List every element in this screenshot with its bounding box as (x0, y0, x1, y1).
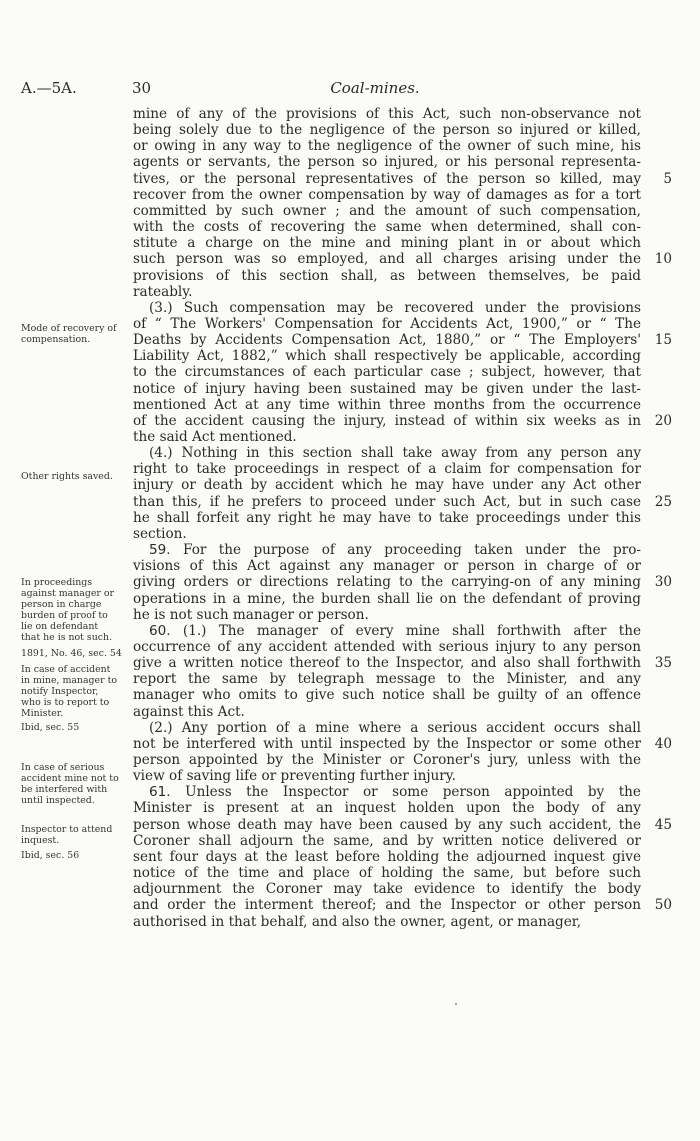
line-text: Liability Act, 1882,” which shall respectively be applicable, according (133, 348, 641, 365)
line-text: operations in a mine, the burden shall lie on the defendant of proving (133, 590, 641, 607)
body-line (133, 914, 641, 931)
body-line (133, 574, 641, 591)
line-text: the said Act mentioned. (133, 429, 297, 445)
body-line (133, 881, 641, 898)
line-text: Deaths by Accidents Compensation Act, 1880,” or “ The Employers' (133, 332, 641, 349)
body-line (133, 897, 641, 914)
margin-note-line: Ibid, sec. 55 (21, 722, 80, 733)
line-text: notice of the time and place of holding the same, but before such (133, 865, 641, 882)
body-line (133, 607, 641, 624)
line-text: recover from the owner compensation by way of damages as for a tort (133, 186, 641, 203)
margin-note-ibid-56 (21, 850, 133, 861)
line-text: giving orders or directions relating to the carrying-on of any mining (133, 574, 641, 591)
body-line (149, 784, 641, 801)
body-line (133, 106, 641, 123)
line-text: give a written notice thereof to the Inspector, and also shall forthwith (133, 655, 641, 672)
body-line (133, 316, 641, 333)
margin-note-line: Other rights saved. (21, 471, 113, 482)
line-number: 15 (654, 332, 672, 349)
margin-note-line: that he is not such. (21, 632, 113, 643)
line-number: 5 (663, 170, 672, 187)
body-line (133, 413, 641, 430)
body-line (133, 348, 641, 365)
body-line (133, 429, 641, 446)
line-number: 40 (654, 735, 672, 752)
body-line (149, 300, 641, 317)
line-text: visions of this Act against any manager or person in charge of or (133, 558, 641, 575)
body-line (133, 849, 641, 866)
line-text: (4.) Nothing in this section shall take away from any person any (149, 445, 641, 462)
line-text: rateably. (133, 283, 193, 300)
line-text: provisions of this section shall, as between themselves, be paid (133, 267, 641, 284)
line-text: Unless the Inspector or some person appointed by the (185, 784, 641, 801)
speck (455, 1003, 457, 1005)
body-line (133, 800, 641, 817)
body-line (133, 591, 641, 608)
margin-note-inspector-inquest (21, 824, 133, 846)
body-line (133, 219, 641, 236)
line-text: (3.) Such compensation may be recovered under the provisions (149, 299, 641, 316)
line-text: Coroner shall adjourn the same, and by written notice delivered or (133, 832, 641, 849)
body-line (133, 187, 641, 204)
margin-note-burden-of-proof (21, 577, 133, 643)
margin-note-line: Inspector to attend (21, 824, 113, 835)
margin-note-line: inquest. (21, 835, 60, 846)
body-line (133, 332, 641, 349)
line-number: 30 (654, 574, 672, 591)
margin-note-line: lie on defendant (21, 621, 99, 632)
body-line (133, 526, 641, 543)
body-line (133, 639, 641, 656)
body-line (133, 122, 641, 139)
line-text: he is not such manager or person. (133, 606, 369, 623)
line-text: and order the interment thereof; and the Inspector or other person (133, 897, 641, 914)
margin-note-line: 1891, No. 46, sec. 54 (21, 648, 122, 659)
line-text: report the same by telegraph message to the Minister, and any (133, 671, 641, 688)
margin-note-line: Mode of recovery of (21, 323, 117, 334)
body-line (133, 154, 641, 171)
header-series: A.—5A. (21, 79, 77, 97)
page-number: 30 (132, 79, 152, 97)
body-line (133, 752, 641, 769)
margin-note-line: Ibid, sec. 56 (21, 850, 80, 861)
line-text: or owing in any way to the negligence of the owner of such mine, his (133, 138, 641, 155)
margin-note-line: burden of proof to (21, 610, 108, 621)
line-text: stitute a charge on the mine and mining plant in or about which (133, 235, 641, 252)
line-text: authorised in that behalf, and also the owner, agent, or manager, (133, 913, 582, 930)
body-line (133, 558, 641, 575)
line-text: For the purpose of any proceeding taken under the pro- (183, 542, 641, 559)
line-text: with the costs of recovering the same when determined, shall con- (133, 219, 641, 236)
margin-note-line: be interfered with (21, 784, 108, 795)
margin-note-line: In case of serious (21, 762, 105, 773)
line-text: (2.) Any portion of a mine where a serious accident occurs shall (149, 719, 641, 736)
body-line (133, 655, 641, 672)
body-line (133, 768, 641, 785)
line-text: not be interfered with until inspected by the Inspector or some other (133, 735, 641, 752)
body-line (133, 203, 641, 220)
line-number: 35 (654, 655, 672, 672)
body-line (133, 171, 641, 188)
margin-note-other-rights (21, 471, 133, 482)
body-line (133, 138, 641, 155)
margin-note-line: until inspected. (21, 795, 95, 806)
body-line (133, 477, 641, 494)
line-number: 25 (654, 493, 672, 510)
margin-note-line: against manager or (21, 588, 115, 599)
margin-note-line: person in charge (21, 599, 102, 610)
margin-note-line: Minister. (21, 708, 64, 719)
line-text: Minister is present at an inquest holden upon the body of any (133, 800, 641, 817)
body-line (133, 364, 641, 381)
section-number: 59. (149, 542, 171, 559)
margin-note-mode-of-recovery (21, 323, 133, 345)
body-line (133, 268, 641, 285)
line-text: to the circumstances of each particular case ; subject, however, that (133, 364, 641, 381)
line-text: sent four days at the least before holding the adjourned inquest give (133, 848, 641, 865)
line-text: person appointed by the Minister or Coroner's jury, unless with the (133, 752, 641, 768)
margin-note-line: In case of accident (21, 664, 111, 675)
body-line (133, 865, 641, 882)
body-line (133, 284, 641, 301)
margin-note-ref-1891 (21, 648, 133, 659)
margin-note-line: In proceedings (21, 577, 93, 588)
body-line (149, 720, 641, 737)
margin-note-accident-notice (21, 664, 133, 719)
line-number: 45 (654, 816, 672, 833)
body-line (133, 687, 641, 704)
body-line (133, 235, 641, 252)
margin-note-line: who is to report to (21, 697, 110, 708)
running-title: Coal-mines. (330, 79, 420, 97)
line-text: being solely due to the negligence of the person so injured or killed, (133, 122, 641, 139)
line-text: notice of injury having been sustained may be given under the last- (133, 380, 641, 397)
line-text: manager who omits to give such notice shall be guilty of an offence (133, 687, 641, 704)
body-line (133, 817, 641, 834)
section-number: 60. (149, 622, 171, 639)
body-line (133, 494, 641, 511)
body-line (149, 623, 641, 640)
line-text: injury or death by accident which he may have under any Act other (133, 477, 641, 494)
line-text: of the accident causing the injury, instead of within six weeks as in (133, 412, 641, 429)
margin-note-serious-accident (21, 762, 133, 806)
line-text: view of saving life or preventing further injury. (133, 768, 456, 785)
line-number: 20 (654, 412, 672, 429)
line-text: (1.) The manager of every mine shall forthwith after the (182, 622, 641, 639)
body-line (149, 542, 641, 559)
body-line (133, 510, 641, 527)
body-line (149, 445, 641, 462)
line-text: such person was so employed, and all charges arising under the (133, 251, 641, 268)
line-text: against this Act. (133, 703, 245, 720)
body-line (133, 704, 641, 721)
body-line (133, 671, 641, 688)
margin-note-line: accident mine not to (21, 773, 119, 784)
line-text: than this, if he prefers to proceed under such Act, but in such case (133, 493, 641, 510)
body-line (133, 461, 641, 478)
body-line (133, 251, 641, 268)
body-line (133, 381, 641, 398)
margin-note-line: compensation. (21, 334, 91, 345)
line-text: agents or servants, the person so injured, or his personal representa- (133, 154, 641, 171)
body-line (133, 397, 641, 414)
line-text: person whose death may have been caused by any such accident, the (133, 816, 641, 833)
line-text: he shall forfeit any right he may have to take proceedings under this (133, 509, 641, 526)
margin-note-line: notify Inspector, (21, 686, 99, 697)
line-text: right to take proceedings in respect of a claim for compensation for (133, 461, 641, 478)
line-text: occurrence of any accident attended with serious injury to any person (133, 638, 641, 655)
line-text: mine of any of the provisions of this Act, such non-observance not (133, 106, 641, 122)
line-text: mentioned Act at any time within three months from the occurrence (133, 396, 641, 413)
line-number: 50 (654, 897, 672, 914)
margin-note-line: in mine, manager to (21, 675, 117, 686)
line-text: section. (133, 525, 187, 542)
body-line (133, 833, 641, 850)
line-text: of “ The Workers' Compensation for Accidents Act, 1900,” or “ The (133, 315, 641, 332)
section-number: 61. (149, 784, 171, 801)
line-number: 10 (654, 251, 672, 268)
line-text: committed by such owner ; and the amount of such compensation, (133, 202, 641, 219)
margin-note-ibid-55 (21, 722, 133, 733)
line-text: tives, or the personal representatives of the person so killed, may (133, 170, 641, 187)
line-text: adjournment the Coroner may take evidence to identify the body (133, 881, 641, 898)
body-line (133, 736, 641, 753)
